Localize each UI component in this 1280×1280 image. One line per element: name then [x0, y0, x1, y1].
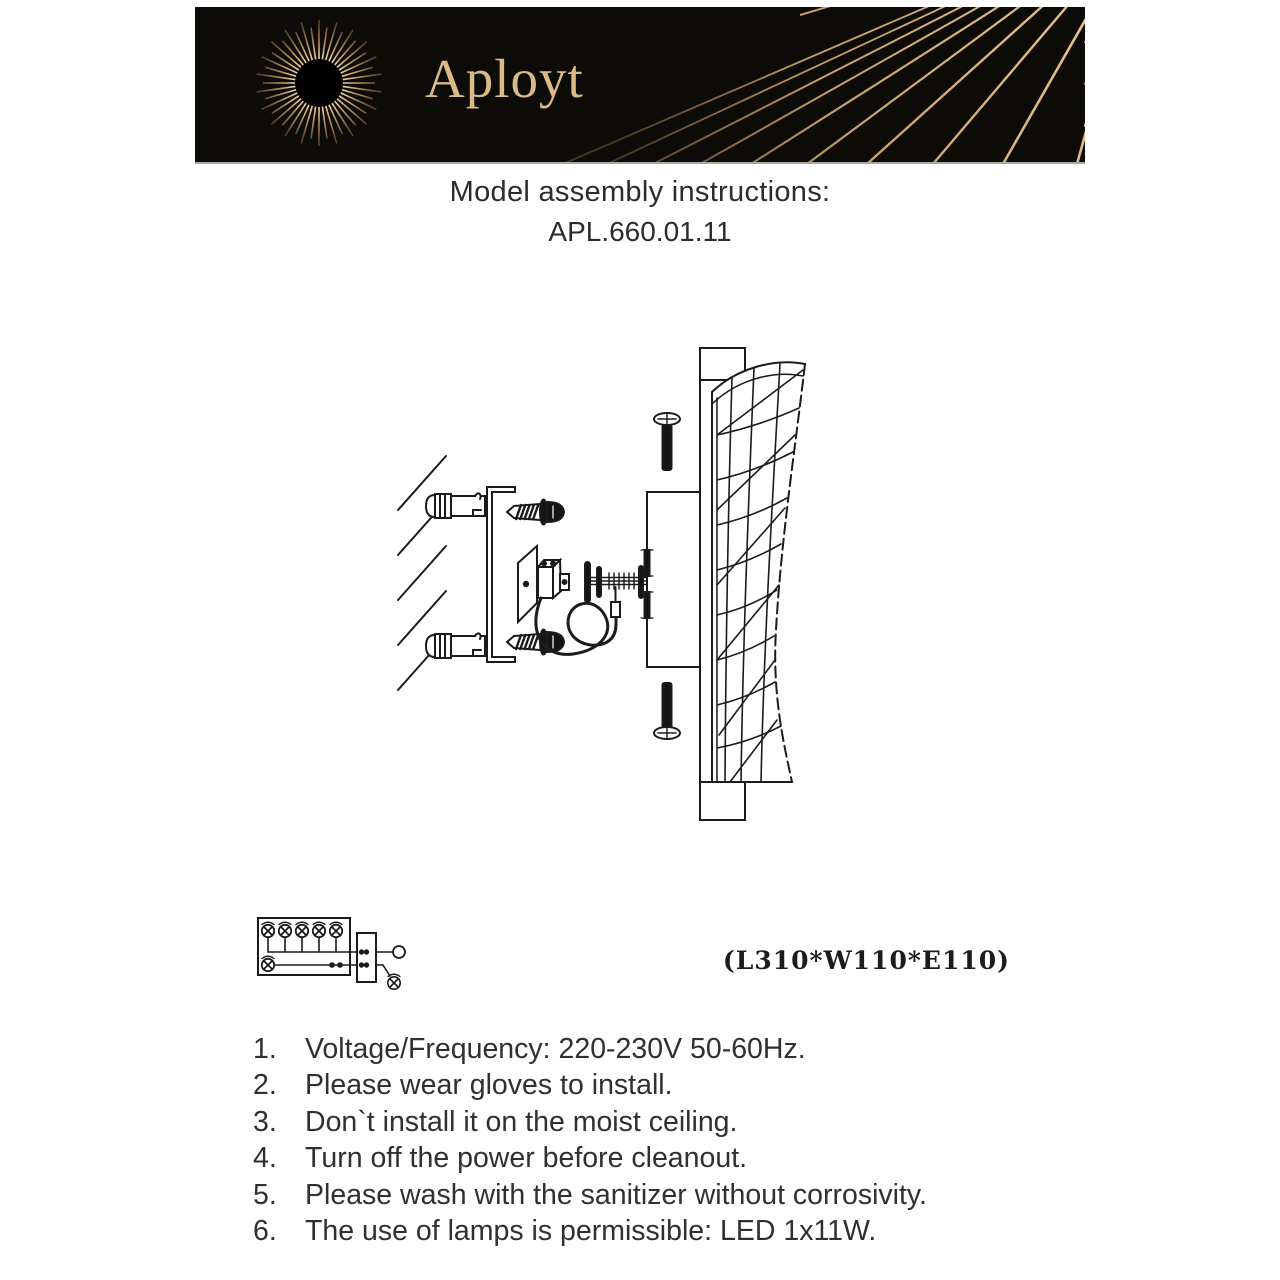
banner-art: [195, 7, 1085, 162]
mounting-plate: [518, 546, 537, 622]
mounting-bracket: [487, 487, 515, 662]
driver-connector: [357, 933, 376, 982]
decorative-rays: [563, 7, 1085, 162]
output-leads: [376, 946, 405, 989]
sunburst-center: [296, 60, 342, 106]
instructions-list: [253, 1031, 1113, 1249]
instruction-item: [253, 1213, 1113, 1249]
brand-wordmark: Aployt: [425, 48, 584, 109]
fixing-bolt: [654, 413, 680, 470]
title-block: [190, 176, 1090, 248]
fixing-bolt: [654, 683, 680, 739]
instruction-item: [253, 1104, 1113, 1140]
instruction-text: Please wear gloves to install.: [305, 1069, 673, 1102]
instruction-item: [253, 1067, 1113, 1103]
wiring-lines: [268, 938, 357, 967]
assembly-diagram: [385, 340, 855, 855]
instruction-text: Please wash with the sanitizer without corrosivity.: [305, 1178, 927, 1211]
instruction-item: [253, 1140, 1113, 1176]
dimensions-label: (L310*W110*E110): [722, 946, 1010, 975]
wall-anchor: [426, 633, 485, 658]
mounting-screw: [507, 500, 564, 525]
page-title: Model assembly instructions:: [449, 176, 831, 208]
wall-anchor: [426, 493, 485, 518]
instruction-text: Voltage/Frequency: 220-230V 50-60Hz.: [305, 1033, 806, 1065]
brand-banner: [195, 7, 1085, 164]
model-code: APL.660.01.11: [548, 216, 732, 247]
instruction-item: [253, 1177, 1113, 1213]
terminal-block: [538, 560, 569, 598]
lamp-body: [641, 492, 700, 667]
mounting-screw: [507, 630, 564, 655]
instruction-text: Don`t install it on the moist ceiling.: [305, 1105, 738, 1138]
instruction-text: Turn off the power before cleanout.: [305, 1142, 748, 1175]
wiring-diagram: [252, 910, 417, 1002]
instruction-item: [253, 1031, 1113, 1067]
shade-grid: [712, 362, 805, 782]
instruction-text: The use of lamps is permissible: LED 1x11W.: [305, 1215, 877, 1248]
